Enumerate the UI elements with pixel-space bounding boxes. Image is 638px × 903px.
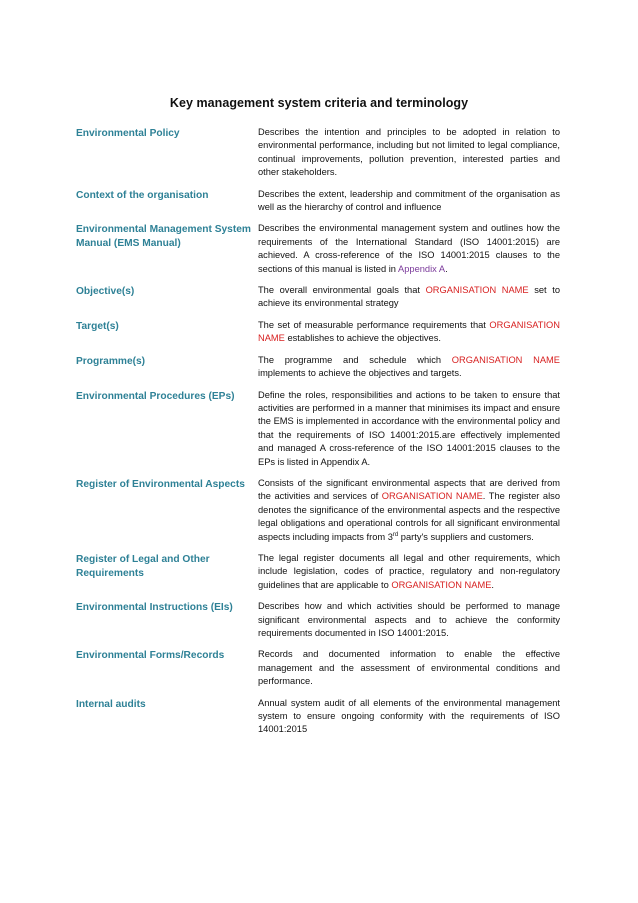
- ordinal-suffix: rd: [392, 531, 399, 538]
- description-text: Describes the intention and principles to be adopted in relation to environmental performance, including but not limited to legal compliance, continual improvements, pollution prevention, interested parties and other stakeholders.: [258, 127, 560, 178]
- term-row: [76, 354, 560, 381]
- term-label: Objective(s): [76, 286, 135, 298]
- term-description: [258, 188, 560, 215]
- term-row: [76, 319, 560, 346]
- description-text: Describes the environmental management system and outlines how the requirements of the International Standard (ISO 14001:2015) are achieved. A cross-reference of the ISO 14001:2015 clauses to the sections of this manual is listed in: [258, 223, 560, 274]
- term-label: Environmental Instructions (EIs): [76, 602, 233, 614]
- term-row: [76, 477, 560, 544]
- term-row: [76, 389, 560, 469]
- term-description: [258, 222, 560, 276]
- term-row: [76, 222, 560, 276]
- term-label: Target(s): [76, 320, 119, 332]
- organisation-name-placeholder: ORGANISATION NAME: [258, 319, 560, 344]
- term-label: Environmental Management System Manual (EMS Manual): [76, 224, 251, 250]
- term-description: [258, 552, 560, 592]
- description-text: Define the roles, responsibilities and actions to be taken to ensure that activities are performed in a manner that minimises its impact and ensure the EMS is implemented in accordance with the environmental policy and that the requirements of ISO 14001:2015.are effectively implemented and managed A cross-reference of the ISO 14001:2015 clauses to the EPs is listed in Appendix A.: [258, 389, 560, 467]
- organisation-name-placeholder: ORGANISATION NAME: [391, 579, 492, 590]
- terms-table: [76, 126, 560, 745]
- term-description: [258, 284, 560, 311]
- organisation-name-placeholder: ORGANISATION NAME: [425, 285, 529, 296]
- description-text: The programme and schedule which: [258, 354, 452, 365]
- term-label: Register of Environmental Aspects: [76, 478, 245, 490]
- description-text: The legal register documents all legal and other requirements, which include legislation, codes of practice, regulatory and non-regulatory guidelines that are applicable to: [258, 552, 560, 590]
- term-row: [76, 697, 560, 737]
- description-text: The set of measurable performance requirements that: [258, 319, 490, 330]
- organisation-name-placeholder: ORGANISATION NAME: [381, 491, 483, 502]
- description-text: establishes to achieve the objectives.: [284, 333, 441, 344]
- term-row: [76, 552, 560, 592]
- term-label: Internal audits: [76, 698, 146, 710]
- term-label: Environmental Procedures (EPs): [76, 390, 235, 402]
- description-text: Annual system audit of all elements of the environmental management system to ensure ongoing conformity with the requirements of ISO 14001:2015: [258, 697, 560, 735]
- term-label: Register of Legal and Other Requirements: [76, 553, 210, 579]
- term-label: Programme(s): [76, 355, 146, 367]
- description-text: . The register also denotes the significance of the environmental aspects and the respective legal obligations and operational controls for all significant environmental aspects including impacts from 3: [258, 491, 560, 542]
- description-text: Consists of the significant environmental aspects that are derived from the activities and services of: [258, 477, 560, 502]
- description-text: .: [445, 263, 448, 274]
- organisation-name-placeholder: ORGANISATION NAME: [451, 354, 560, 365]
- description-text: Describes the extent, leadership and commitment of the organisation as well as the hierarchy of control and influence: [258, 188, 560, 213]
- term-description: [258, 477, 560, 544]
- term-description: [258, 319, 560, 346]
- description-text: Records and documented information to enable the effective management and the assessment of environmental conditions and performance.: [258, 649, 560, 687]
- description-text: The overall environmental goals that: [258, 285, 426, 296]
- appendix-reference: Appendix A: [398, 263, 446, 274]
- term-row: [76, 284, 560, 311]
- term-description: [258, 648, 560, 688]
- term-description: [258, 354, 560, 381]
- term-label: Environmental Forms/Records: [76, 650, 225, 662]
- description-text: implements to achieve the objectives and targets.: [258, 368, 462, 379]
- term-row: [76, 600, 560, 640]
- term-label: Environmental Policy: [76, 128, 180, 139]
- term-description: [258, 389, 560, 469]
- term-description: [258, 126, 560, 180]
- term-description: [258, 600, 560, 640]
- description-text: set to achieve its environmental strategy: [258, 285, 560, 309]
- description-text: party's suppliers and customers.: [398, 531, 534, 542]
- term-description: [258, 697, 560, 737]
- term-row: [76, 648, 560, 688]
- page-title: Key management system criteria and terminology: [169, 96, 469, 110]
- term-label: Context of the organisation: [76, 189, 209, 201]
- description-text: .: [491, 579, 494, 590]
- term-row: [76, 126, 560, 180]
- term-row: [76, 188, 560, 215]
- description-text: Describes how and which activities should be performed to manage significant environmental aspects and to achieve the conformity requirements documented in ISO 14001:2015.: [258, 601, 560, 638]
